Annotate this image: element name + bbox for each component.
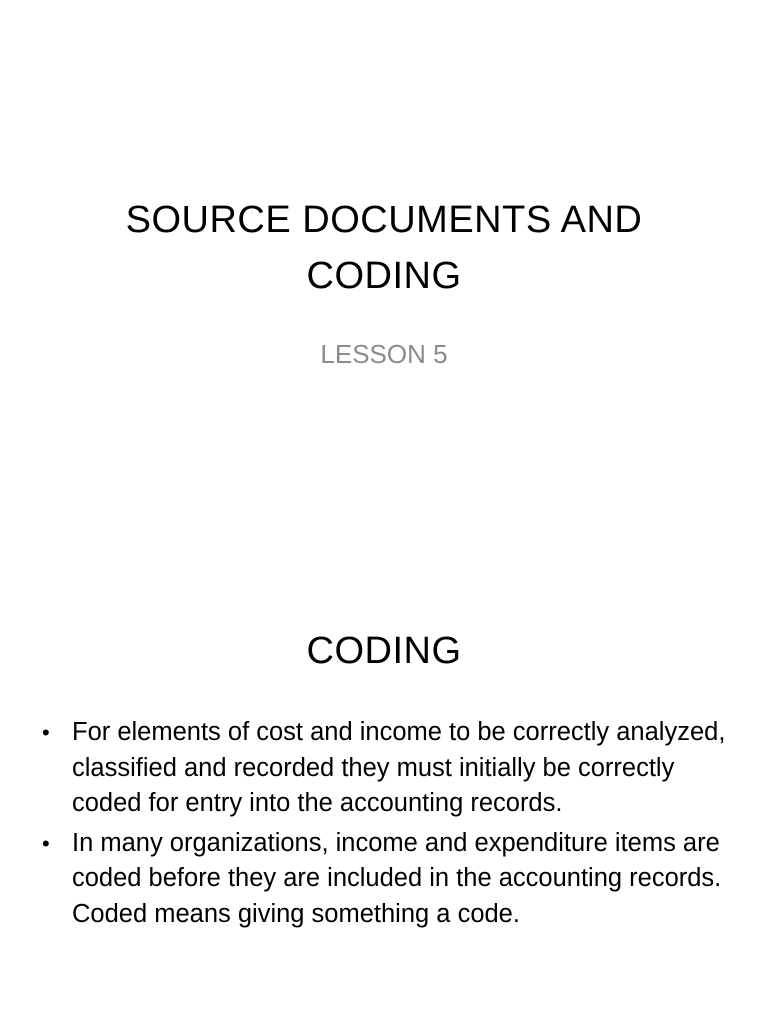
bullet-text: For elements of cost and income to be correctly analyzed, classified and recorded they must initially be correctly coded for entry into the accounting records. — [72, 718, 726, 817]
bullet-item — [42, 715, 732, 822]
slide-title: SOURCE DOCUMENTS AND CODING — [125, 199, 643, 297]
bullet-dot-icon: • — [42, 720, 50, 745]
bullet-list — [42, 715, 732, 936]
slide-subtitle: LESSON 5 — [320, 339, 448, 369]
content-slide — [0, 576, 768, 1024]
bullet-text: In many organizations, income and expenditure items are coded before they are included in the accounting records. Coded means giving something a code. — [72, 828, 722, 928]
bullet-dot-icon: • — [42, 830, 50, 856]
slide-title: CODING — [306, 630, 462, 672]
bullet-item — [42, 826, 732, 933]
